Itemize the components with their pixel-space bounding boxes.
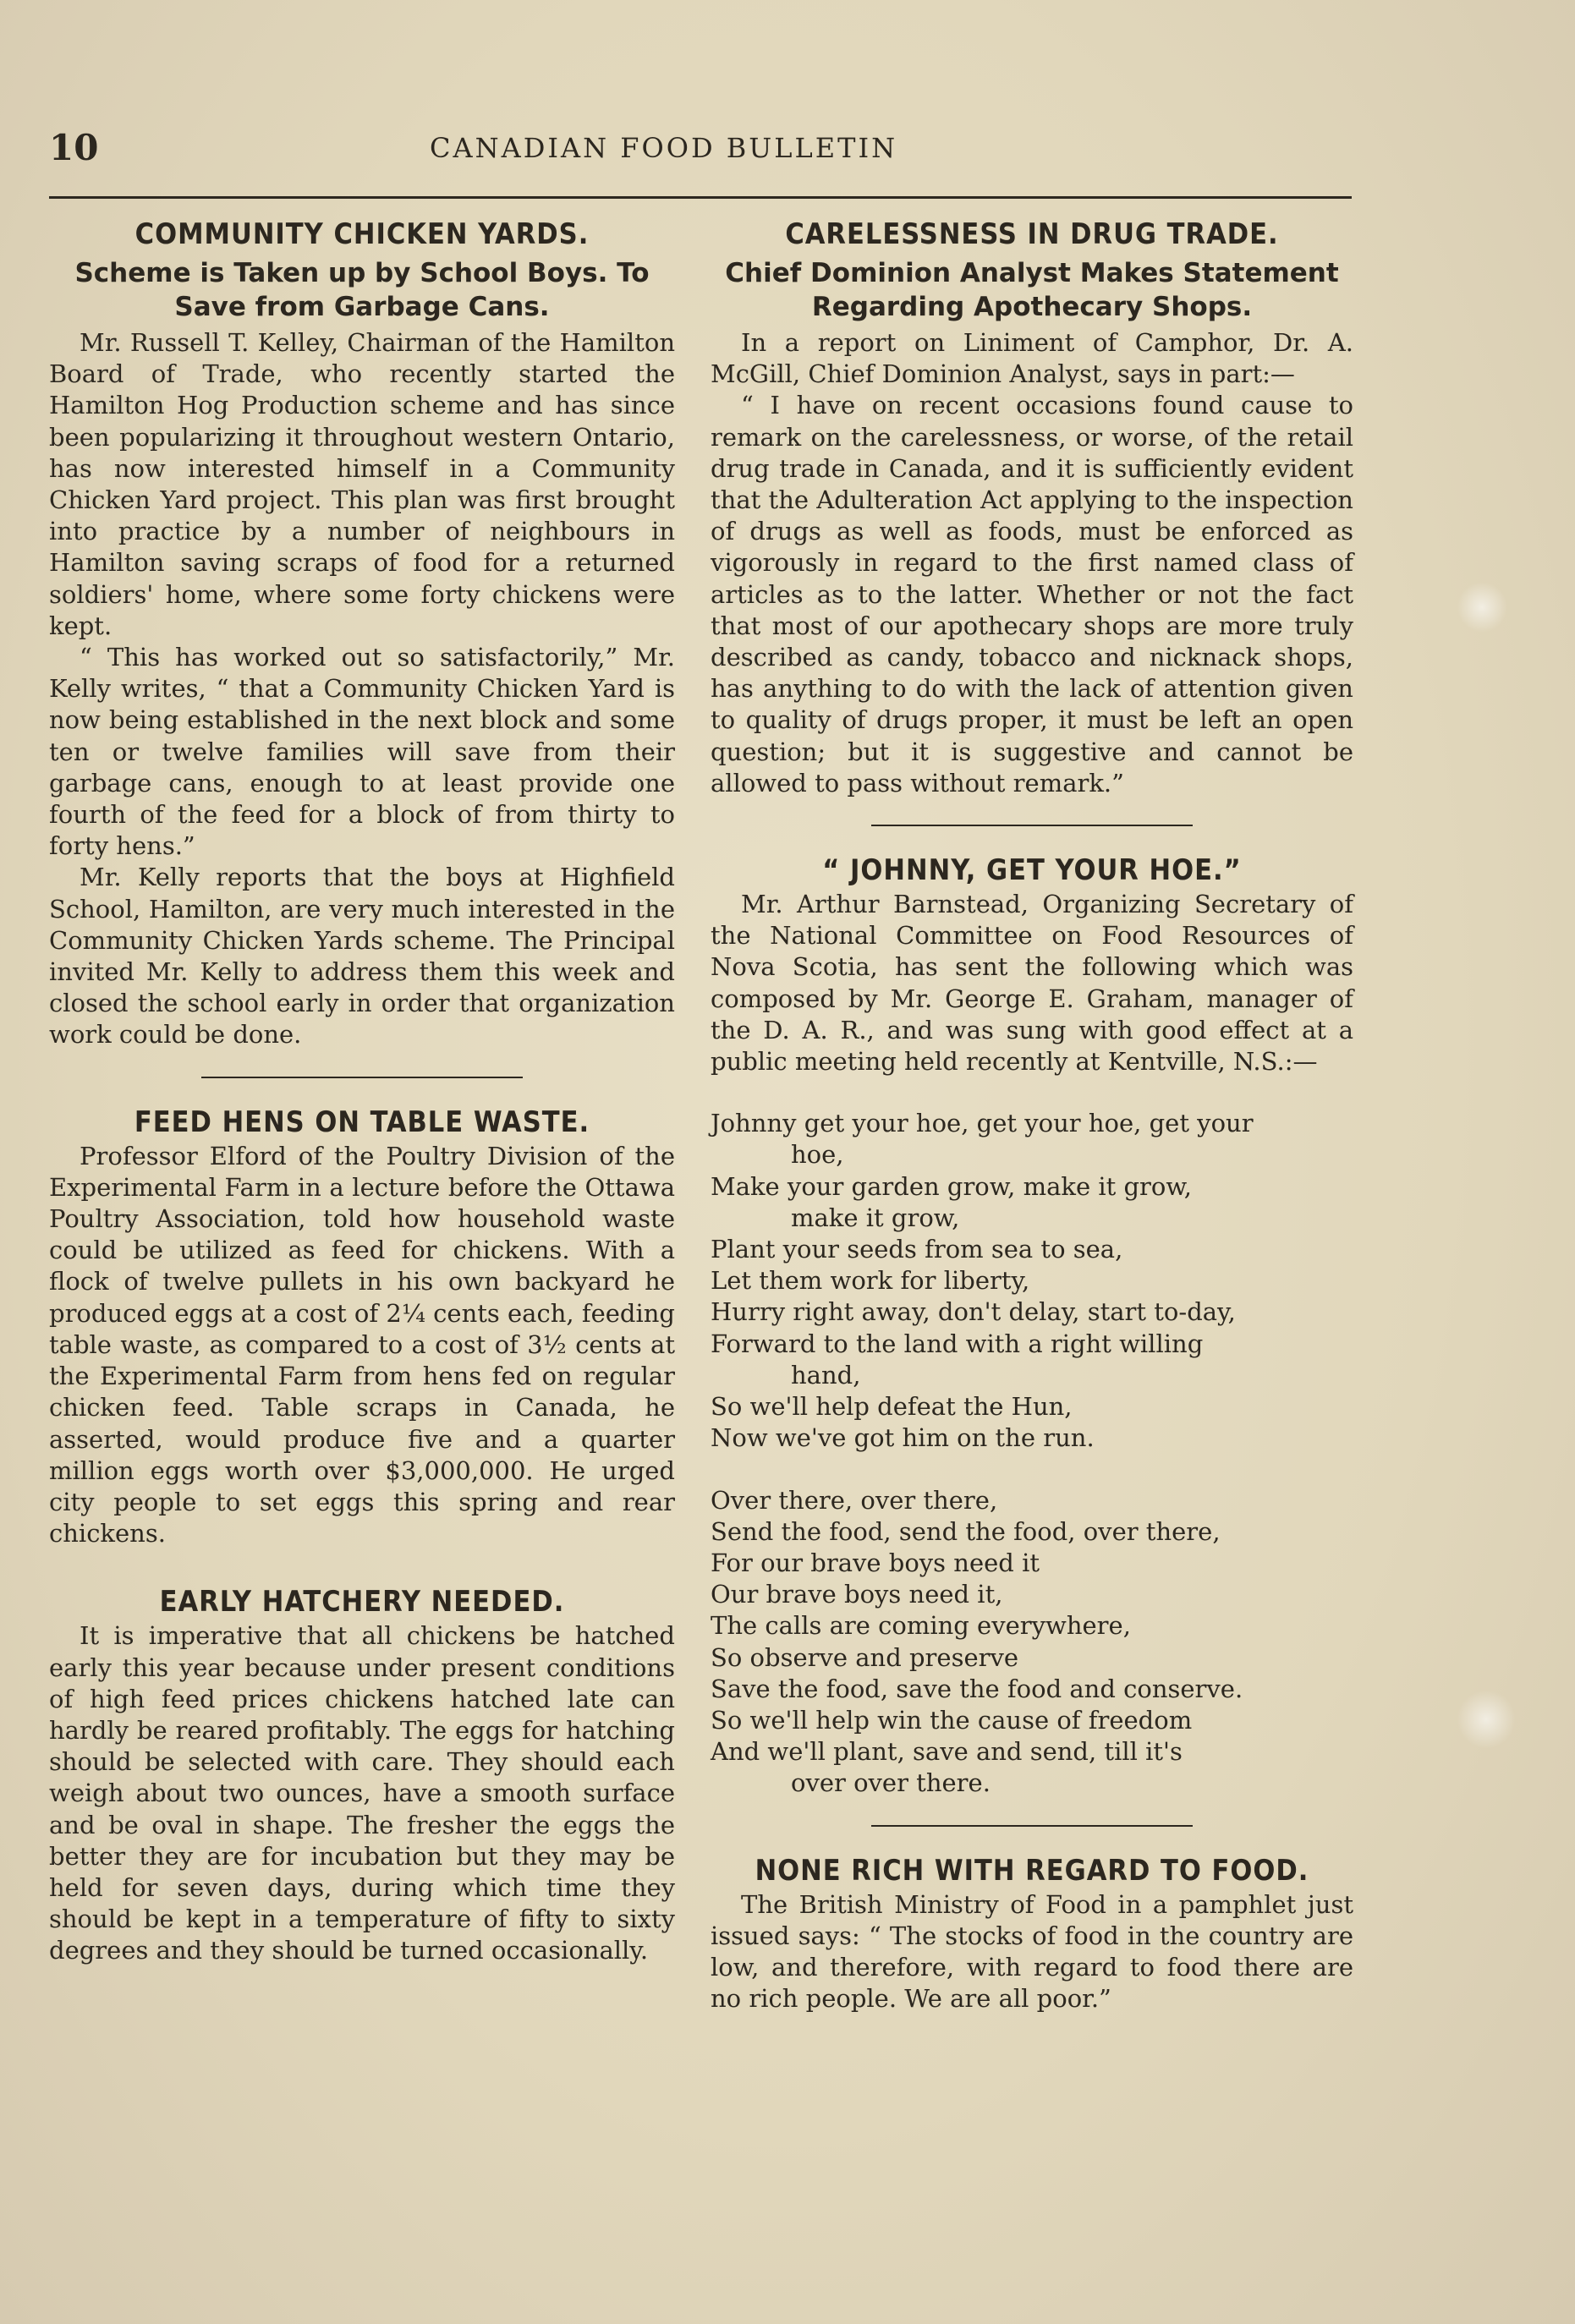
left-column (49, 216, 675, 1967)
verse-line: And we'll plant, save and send, till it's (711, 1737, 1183, 1767)
verse-line: make it grow, (791, 1203, 960, 1232)
article-paragraph: Mr. Arthur Barnstead, Organizing Secretary of the National Committee on Food Resources of Nova Scotia, has sent the following which was composed by Mr. George E. Graham, manager of the D. A. R., and was sung with good effect at a public meeting held recently at Kentville, N.S.:— (711, 890, 1353, 1077)
verse-line: Send the food, send the food, over there, (711, 1516, 1221, 1546)
article-paragraph: The British Ministry of Food in a pamphlet just issued says: “ The stocks of food in the country are low, and therefore, with regard to food there are no rich people. We are all poor.” (711, 1889, 1353, 2014)
article-headline: COMMUNITY CHICKEN YARDS. (134, 217, 590, 251)
section-divider (201, 1077, 523, 1078)
verse-line: Let them work for liberty, (711, 1266, 1030, 1296)
paper-smudge (1457, 1690, 1516, 1749)
verse-line: over over there. (791, 1768, 991, 1798)
article-subhead: Scheme is Taken up by School Boys. To Save from Garbage Cans. (74, 258, 650, 322)
verse-line: So we'll help defeat the Hun, (711, 1392, 1073, 1422)
article-paragraph: It is imperative that all chickens be hatched early this year because under present conditions of high feed prices chickens hatched late can hardly be reared profitably. The eggs for hatching should be selected with care. They should each weigh about two ounces, have a smooth surface and be oval in shape. The fresher the eggs the better they are for incubation but they may be held for seven days, during which time they should be kept in a temperature of fifty to sixty degrees and they should be turned occasionally. (49, 1621, 675, 1965)
page-header (49, 127, 1352, 178)
verse-line: hoe, (791, 1140, 844, 1170)
article-feed-hens (49, 1104, 675, 1550)
article-paragraph: In a report on Liniment of Camphor, Dr. A. McGill, Chief Dominion Analyst, says in part:— (711, 328, 1353, 389)
article-johnny-get-your-hoe (711, 852, 1353, 1799)
article-headline: “ JOHNNY, GET YOUR HOE.” (822, 853, 1242, 888)
verse-line: Hurry right away, don't delay, start to-day, (711, 1297, 1236, 1327)
verse-line: Forward to the land with a right willing (711, 1329, 1204, 1358)
paper-smudge (1457, 582, 1507, 633)
stanza-gap (711, 1455, 1353, 1485)
verse-line: hand, (791, 1360, 861, 1389)
article-none-rich (711, 1852, 1353, 2015)
verse-line: Now we've got him on the run. (711, 1423, 1095, 1453)
header-rule (49, 196, 1352, 199)
article-paragraph: Professor Elford of the Poultry Division of the Experimental Farm in a lecture before the Ottawa Poultry Association, told how household waste could be utilized as feed for chickens. With a flock of twelve pullets in his own backyard he produced eggs at a cost of 2¼ cents each, feeding table waste, as compared to a cost of 3½ cents at the Experimental Farm from hens fed on regular chicken feed. Table scraps in Canada, he asserted, would produce five and a quarter million eggs worth over $3,000,000. He urged city people to set eggs this spring and rear chickens. (49, 1141, 675, 1548)
article-carelessness-drug-trade (711, 216, 1353, 799)
article-headline: FEED HENS ON TABLE WASTE. (134, 1104, 590, 1139)
verse-line: Make your garden grow, make it grow, (711, 1171, 1192, 1201)
verse-line: For our brave boys need it (711, 1548, 1040, 1577)
verse-line: Save the food, save the food and conserve. (711, 1674, 1243, 1703)
verse-line: So observe and preserve (711, 1642, 1019, 1672)
right-column (711, 216, 1353, 2014)
section-divider (871, 1825, 1193, 1827)
article-community-chicken-yards (49, 216, 675, 1051)
song-verse (711, 1108, 1353, 1454)
article-subhead: Chief Dominion Analyst Makes Statement Regarding Apothecary Shops. (725, 258, 1339, 322)
song-chorus (711, 1485, 1353, 1800)
article-paragraph: Mr. Russell T. Kelley, Chairman of the Hamilton Board of Trade, who recently started the Hamilton Hog Production scheme and has since been popularizing it throughout western Ontario, has now interested himself in a Community Chicken Yard project. This plan was first brought into practice by a number of neighbours in Hamilton saving scraps of food for a returned soldiers' home, where some forty chickens were kept. (49, 328, 675, 640)
article-headline: EARLY HATCHERY NEEDED. (159, 1585, 565, 1620)
article-paragraph: Mr. Kelly reports that the boys at Highfield School, Hamilton, are very much interested in the Community Chicken Yards scheme. The Principal invited Mr. Kelly to address them this week and closed the school early in order that organization work could be done. (49, 863, 675, 1050)
verse-line: Johnny get your hoe, get your hoe, get your (711, 1109, 1254, 1138)
article-paragraph: “ I have on recent occasions found cause to remark on the carelessness, or worse, of the retail drug trade in Canada, and it is sufficiently evident that the Adulteration Act applying to the inspection of drugs as well as foods, must be enforced as vigorously in regard to the first named class of articles as to the latter. Whether or not the fact that most of our apothecary shops are more truly described as candy, tobacco and nicknack shops, has anything to do with the lack of attention given to quality of drugs proper, it must be left an open question; but it is suggestive and cannot be allowed to pass without remark.” (711, 391, 1353, 798)
article-early-hatchery (49, 1583, 675, 1966)
verse-line: Our brave boys need it, (711, 1580, 1003, 1609)
verse-line: The calls are coming everywhere, (711, 1611, 1131, 1641)
article-headline: CARELESSNESS IN DRUG TRADE. (785, 217, 1279, 251)
article-headline: NONE RICH WITH REGARD TO FOOD. (755, 1853, 1309, 1888)
verse-line: Plant your seeds from sea to sea, (711, 1235, 1123, 1264)
article-paragraph: “ This has worked out so satisfactorily,” Mr. Kelly writes, “ that a Community Chicken Yard is now being established in the next block and some ten or twelve families will save from their garbage cans, enough to at least provide one fourth of the feed for a block of from thirty to forty hens.” (49, 643, 675, 861)
running-title: CANADIAN FOOD BULLETIN (430, 132, 898, 164)
page-number: 10 (49, 127, 99, 168)
section-divider (871, 825, 1193, 826)
verse-line: Over there, over there, (711, 1485, 998, 1515)
verse-line: So we'll help win the cause of freedom (711, 1705, 1193, 1735)
